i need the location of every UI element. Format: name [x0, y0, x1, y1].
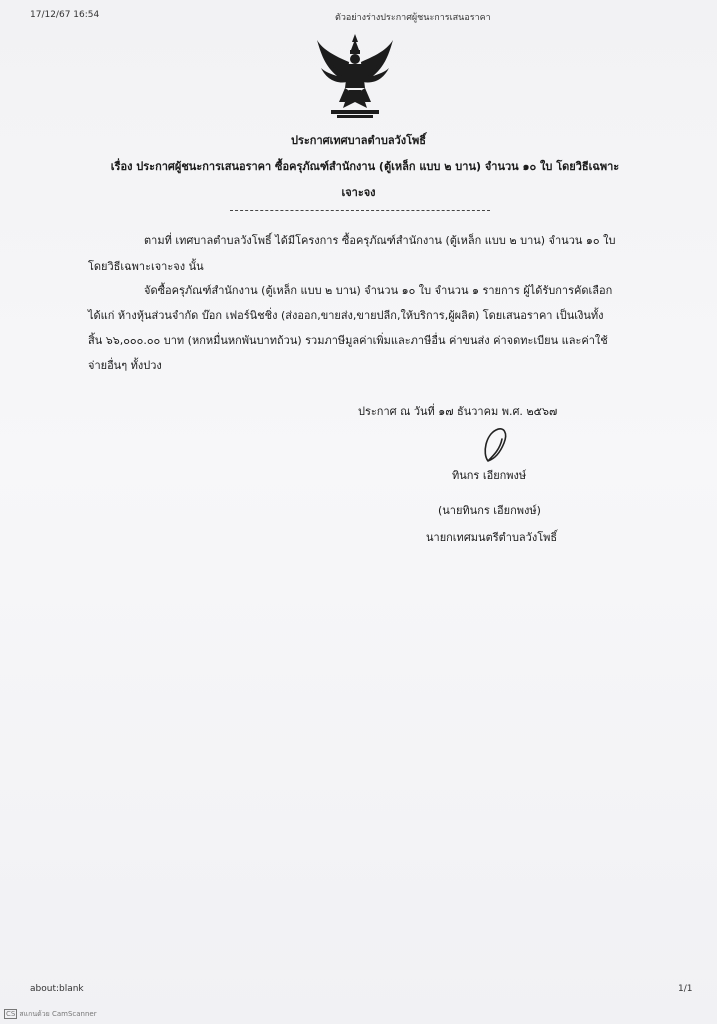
page-number: 1/1 — [678, 984, 693, 994]
scanner-watermark — [4, 1009, 97, 1020]
document-caption: ตัวอย่างร่างประกาศผู้ชนะการเสนอราคา — [335, 13, 491, 23]
announcement-subject: เรื่อง ประกาศผู้ชนะการเสนอราคา ซื้อครุภัณฑ์สำนักงาน (ตู้เหล็ก แบบ ๒ บาน) จำนวน ๑๐ ใบ โดยวิธีเฉพาะ — [110, 160, 620, 173]
signer-name: ทินกร เอียกพงษ์ — [452, 469, 527, 482]
announcement-org-title: ประกาศเทศบาลตำบลวังโพธิ์ — [291, 134, 426, 147]
print-url: about:blank — [30, 984, 84, 994]
signer-position: นายกเทศมนตรีตำบลวังโพธิ์ — [426, 531, 558, 544]
paragraph-2-line-2: ได้แก่ ห้างหุ้นส่วนจำกัด บ๊อก เฟอร์นิชชิ่ง (ส่งออก,ขายส่ง,ขายปลีก,ให้บริการ,ผู้ผลิต) โดยเสนอราคา เป็นเงินทั้ง — [88, 309, 604, 322]
announcement-subject-cont: เจาะจง — [341, 186, 376, 199]
camscanner-logo-icon: CS — [6, 1010, 16, 1018]
print-datetime: 17/12/67 16:54 — [30, 10, 100, 20]
paragraph-1-line-2: โดยวิธีเฉพาะเจาะจง นั้น — [88, 260, 204, 273]
paragraph-2-line-1: จัดซื้อครุภัณฑ์สำนักงาน (ตู้เหล็ก แบบ ๒ บาน) จำนวน ๑๐ ใบ จำนวน ๑ รายการ ผู้ได้รับการคัดเลือก — [144, 284, 613, 297]
paragraph-2-line-4: จ่ายอื่นๆ ทั้งปวง — [88, 359, 162, 372]
paragraph-1-line-1: ตามที่ เทศบาลตำบลวังโพธิ์ ได้มีโครงการ ซื้อครุภัณฑ์สำนักงาน (ตู้เหล็ก แบบ ๒ บาน) จำนวน ๑๐ ใบ — [144, 234, 616, 247]
paragraph-2-line-3: สิ้น ๖๖,๐๐๐.๐๐ บาท (หกหมื่นหกพันบาทถ้วน) รวมภาษีมูลค่าเพิ่มและภาษีอื่น ค่าขนส่ง ค่าจดทะเบียน และค่าใช้ — [88, 334, 608, 347]
garuda-emblem-icon — [315, 32, 395, 120]
signer-full-name: (นายทินกร เอียกพงษ์) — [438, 504, 541, 517]
handwritten-signature — [478, 425, 518, 467]
title-divider — [230, 210, 490, 211]
announcement-date: ประกาศ ณ วันที่ ๑๗ ธันวาคม พ.ศ. ๒๕๖๗ — [358, 405, 558, 418]
scanner-text: สแกนด้วย CamScanner — [19, 1010, 97, 1018]
